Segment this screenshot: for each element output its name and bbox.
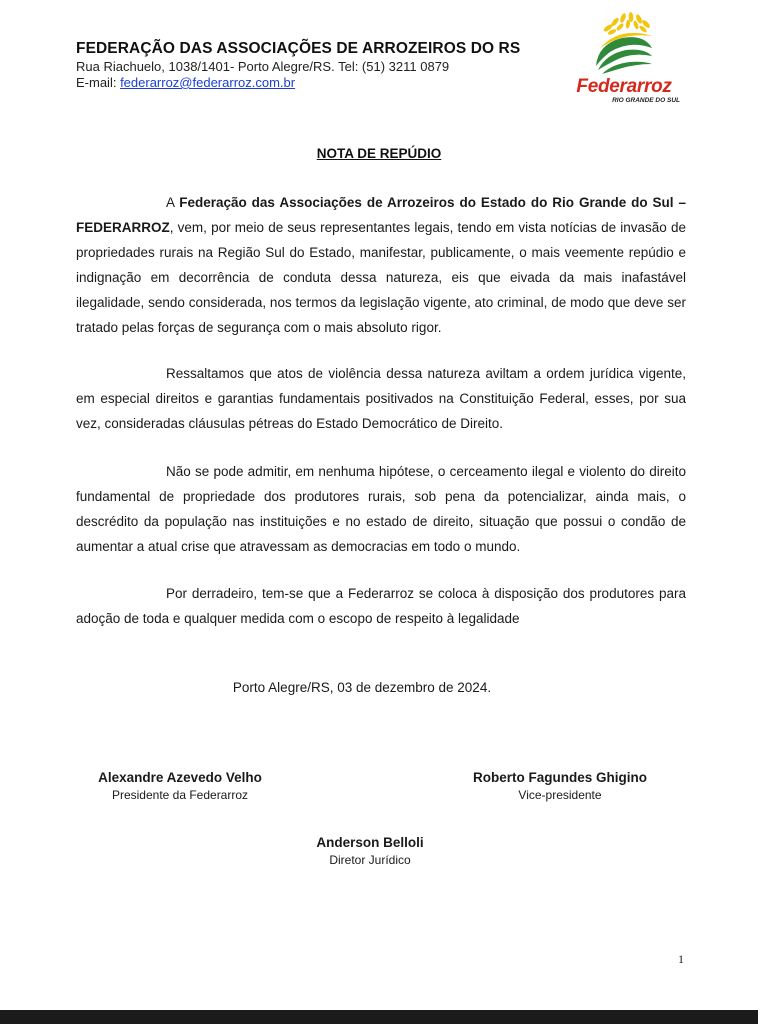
signature-name: Roberto Fagundes Ghigino: [473, 770, 647, 785]
paragraph-1-intro: A: [166, 195, 180, 210]
paragraph-2: [76, 361, 686, 436]
signature-name: Alexandre Azevedo Velho: [98, 770, 262, 785]
paragraph-2-text: Ressaltamos que atos de violência dessa natureza aviltam a ordem jurídica vigente, em especial direitos e garantias fundamentais positivados na Constituição Federal, esses, por sua vez, consideradas cláusulas pétreas do Estado Democrático de Direito.: [76, 366, 686, 431]
paragraph-4-text: Por derradeiro, tem-se que a Federarroz se coloca à disposição dos produtores para adoção de toda e qualquer medida com o escopo de respeito à legalidade: [76, 586, 686, 626]
paragraph-1-rest: , vem, por meio de seus representantes legais, tendo em vista notícias de invasão de propriedades rurais na Região Sul do Estado, manifestar, publicamente, o mais veemente repúdio e indignação em decorrência de conduta dessa natureza, eis que eivada da mais inafastável ilegalidade, sendo considerada, nos termos da legislação vigente, ato criminal, de modo que deve ser tratado pelas forças de segurança com o mais absoluto rigor.: [76, 220, 686, 335]
paragraph-3-text: Não se pode admitir, em nenhuma hipótese, o cerceamento ilegal e violento do direito fundamental de propriedade dos produtores rurais, sob pena da potencializar, ainda mais, o descrédito da população nas instituições e no estado de direito, situação que possui o condão de aumentar a atual crise que atravessam as democracias em todo o mundo.: [76, 464, 686, 554]
document-title: NOTA DE REPÚDIO: [316, 146, 442, 161]
signature-legal-director: [250, 834, 490, 868]
signature-president: [60, 769, 300, 803]
organization-address: Rua Riachuelo, 1038/1401- Porto Alegre/RS. Tel: (51) 3211 0879: [76, 59, 450, 74]
email-label: E-mail:: [76, 75, 121, 90]
signature-role: Vice-presidente: [518, 788, 602, 802]
paragraph-4: [76, 581, 686, 631]
signature-role: Diretor Jurídico: [329, 853, 411, 867]
paragraph-1: [76, 190, 686, 340]
place-and-date: Porto Alegre/RS, 03 de dezembro de 2024.: [232, 680, 492, 695]
signature-vice-president: [440, 769, 680, 803]
paragraph-1-bold: Federação das Associações de Arrozeiros do Estado do Rio Grande do Sul – FEDERARROZ: [76, 195, 686, 235]
email-link[interactable]: federarroz@federarroz.com.br: [120, 75, 296, 90]
signature-name: Anderson Belloli: [316, 835, 424, 850]
logo-wordmark: Federarroz: [576, 76, 672, 97]
organization-name: FEDERAÇÃO DAS ASSOCIAÇÕES DE ARROZEIROS DO RS: [76, 40, 521, 57]
bottom-bar: [0, 1010, 758, 1024]
signature-role: Presidente da Federarroz: [111, 788, 249, 802]
organization-email: [76, 75, 295, 90]
paragraph-3: [76, 459, 686, 559]
logo-subtitle: RIO GRANDE DO SUL: [612, 97, 680, 104]
page-number: 1: [678, 952, 684, 966]
